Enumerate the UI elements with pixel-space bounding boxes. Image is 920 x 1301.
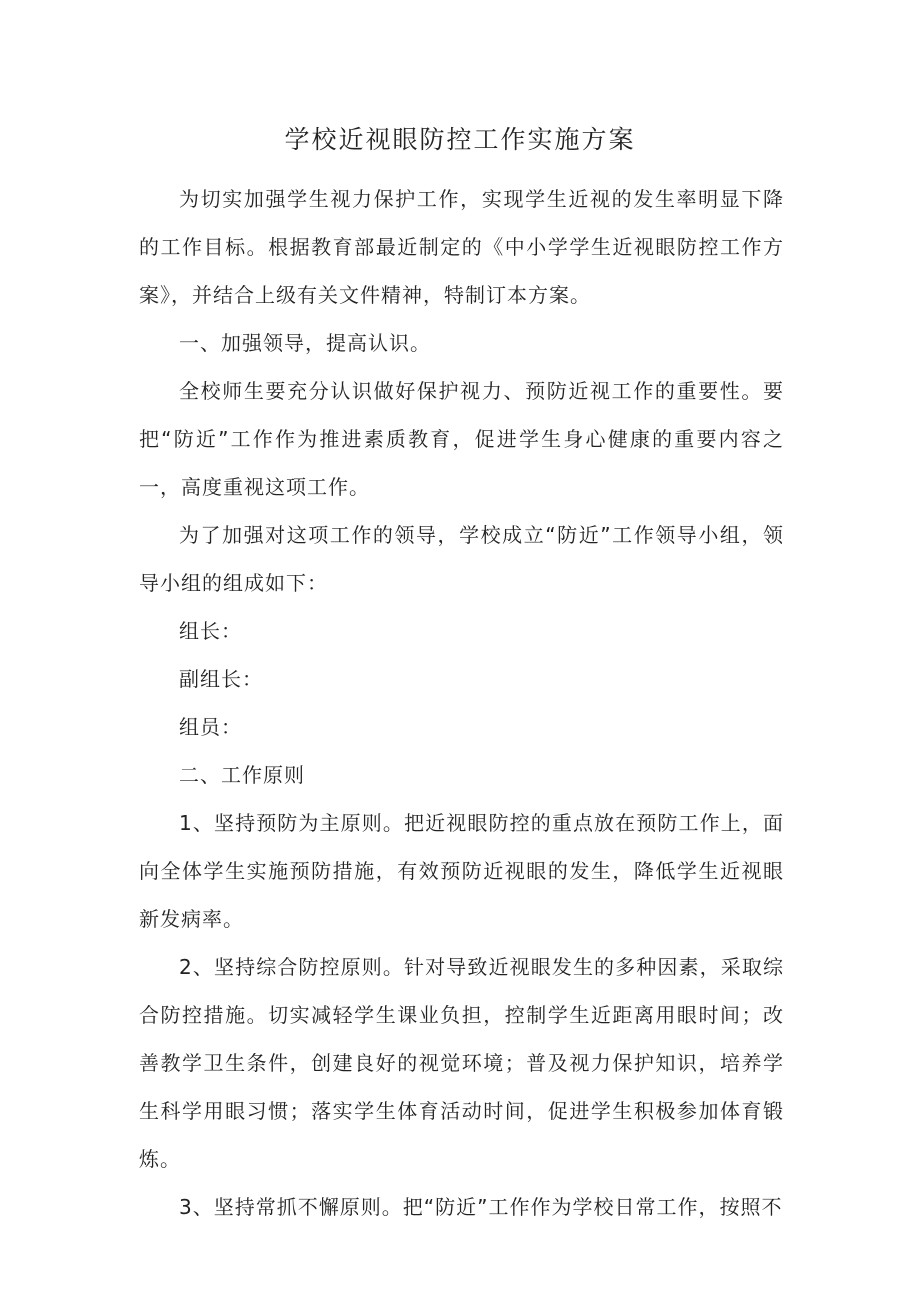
principle-2: 2、坚持综合防控原则。针对导致近视眼发生的多种因素，采取综合防控措施。切实减轻学生课业负担，控制学生近距离用眼时间；改善教学卫生条件，创建良好的视觉环境；普及视力保护知识，培养学生科学用眼习惯；落实学生体育活动时间，促进学生积极参加体育锻炼。 (139, 955, 784, 1171)
heading-section-1: 一、加强领导，提高认识。 (179, 331, 431, 355)
paragraph-intro: 为切实加强学生视力保护工作，实现学生近视的发生率明显下降的工作目标。根据教育部最近制定的《中小学学生近视眼防控工作方案》，并结合上级有关文件精神，特制订本方案。 (139, 187, 784, 307)
principle-1: 1、坚持预防为主原则。把近视眼防控的重点放在预防工作上，面向全体学生实施预防措施，有效预防近视眼的发生，降低学生近视眼新发病率。 (139, 811, 784, 931)
paragraph-leadership-group: 为了加强对这项工作的领导，学校成立“防近”工作领导小组，领导小组的组成如下： (139, 523, 784, 595)
document-title: 学校近视眼防控工作实施方案 (284, 125, 636, 154)
group-leader-line: 组长： (179, 619, 242, 643)
document-body (139, 175, 784, 1231)
deputy-leader-line: 副组长： (179, 667, 263, 691)
heading-section-2: 二、工作原则 (179, 763, 305, 787)
paragraph-awareness: 全校师生要充分认识做好保护视力、预防近视工作的重要性。要把“防近”工作作为推进素质教育，促进学生身心健康的重要内容之一，高度重视这项工作。 (139, 379, 784, 499)
group-members-line: 组员： (179, 715, 242, 739)
principle-3: 3、坚持常抓不懈原则。把“防近”工作作为学校日常工作，按照不 (179, 1195, 783, 1219)
